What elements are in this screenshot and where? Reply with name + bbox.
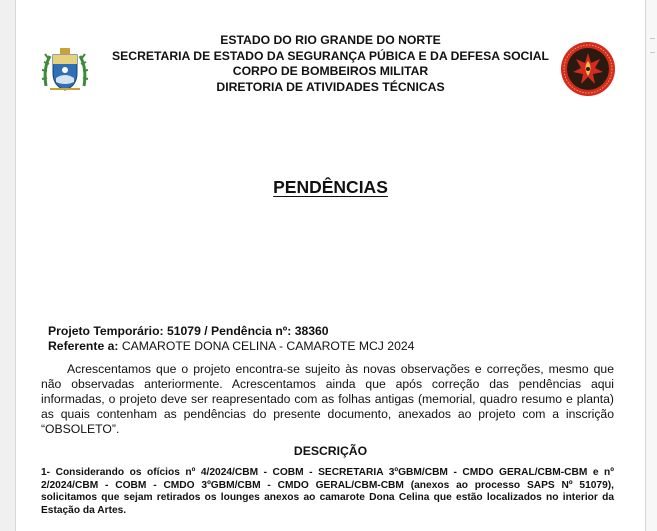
header-line-state: ESTADO DO RIO GRANDE DO NORTE [220, 33, 441, 47]
description-item-1: 1- Considerando os ofícios nº 4/2024/CBM - COBM - SECRETARIA 3ºGBM/CBM - CMDO GERAL/CBM-CBM e nº 2/2024/CBM - COBM - CMDO 3ºGBM/CBM - CMDO GERAL/CBM-CBM (anexos ao processo SAPS Nº 51079), solicitamos que sejam retirados os lounges anexos ao camarote Dona Celina que estão localizados no interior da Estação da Artes. [41, 467, 614, 516]
description-heading: DESCRIÇÃO [293, 444, 368, 458]
project-meta [48, 324, 618, 354]
header-line-fire-department: CORPO DE BOMBEIROS MILITAR [232, 64, 429, 78]
header-line-secretariat: SECRETARIA DE ESTADO DA SEGURANÇA PÚBICA E DA DEFESA SOCIAL [112, 48, 549, 63]
intro-paragraph-text: Acrescentamos que o projeto encontra-se sujeito às novas observações e correções, mesmo que não observadas anteriormente. Acrescentamos ainda que após correção das pendências aqui informadas, o projeto deve ser reapresentado com as folhas antigas (memorial, quadro resumo e planta) as quais contenham as pendências do presente documento, anexados ao projeto com a inscrição “OBSOLETO”. [41, 362, 614, 436]
header-line-directorate: DIRETORIA DE ATIVIDADES TÉCNICAS [216, 79, 445, 94]
scrollbar-track[interactable] [646, 0, 657, 531]
intro-paragraph [41, 362, 614, 437]
reference-value: CAMAROTE DONA CELINA - CAMAROTE MCJ 2024 [121, 339, 415, 353]
document-header [16, 33, 645, 95]
corpo-de-bombeiros-seal-icon [560, 41, 616, 97]
scrollbar-tick [650, 38, 655, 39]
page-title: PENDÊNCIAS [273, 177, 388, 197]
scrollbar-tick [650, 52, 655, 53]
document-page [15, 0, 646, 531]
reference-label: Referente a: [48, 339, 119, 353]
project-pendency-label: Projeto Temporário: 51079 / Pendência nº: 38360 [48, 324, 329, 338]
